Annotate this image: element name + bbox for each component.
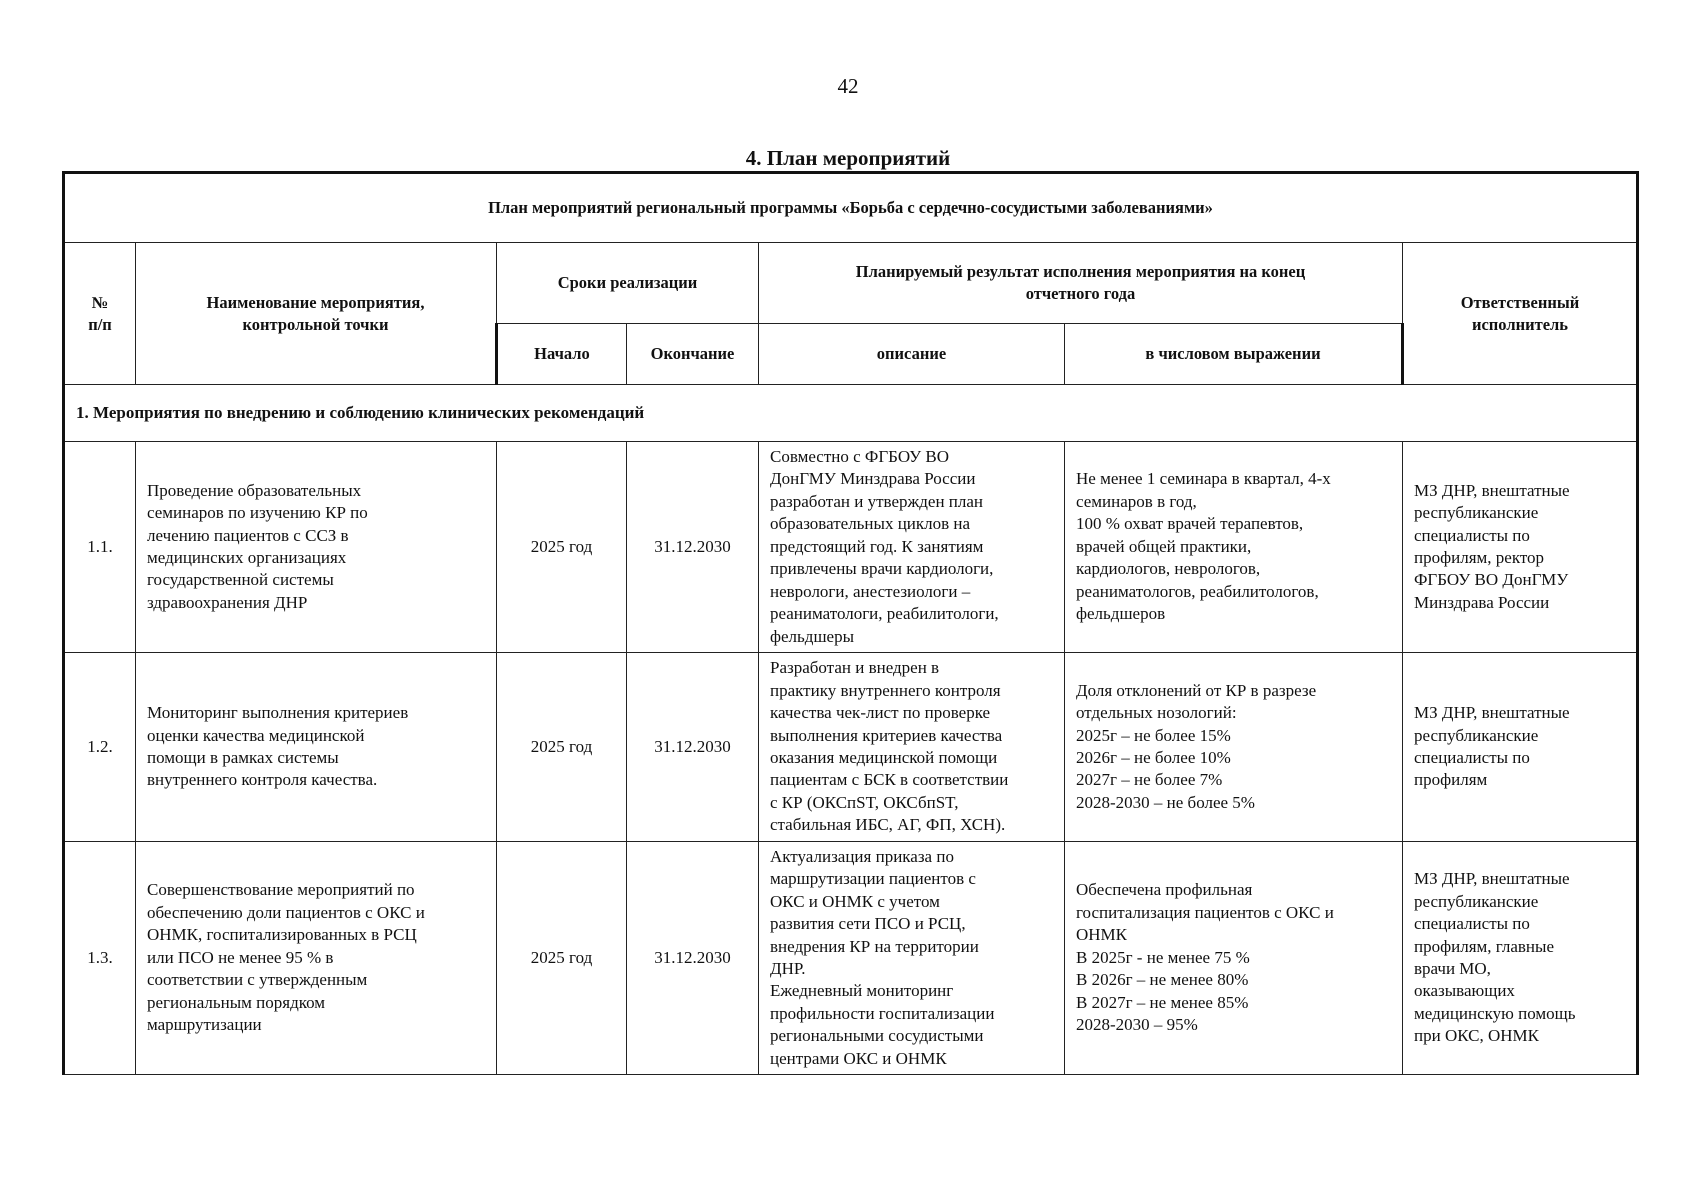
row-start: 2025 год — [497, 442, 627, 653]
row-start: 2025 год — [497, 842, 627, 1075]
table-row — [64, 842, 1638, 1075]
row-responsible: МЗ ДНР, внештатные республиканские специалисты по профилям, ректор ФГБОУ ВО ДонГМУ Минздрава России — [1403, 442, 1638, 653]
row-start: 2025 год — [497, 653, 627, 842]
header-terms: Сроки реализации — [497, 243, 759, 324]
row-responsible: МЗ ДНР, внештатные республиканские специалисты по профилям — [1403, 653, 1638, 842]
header-result: Планируемый результат исполнения мероприятия на конец отчетного года — [759, 243, 1403, 324]
section-row — [64, 385, 1638, 442]
row-name: Совершенствование мероприятий по обеспечению доли пациентов с ОКС и ОНМК, госпитализированных в РСЦ или ПСО не менее 95 % в соответствии с утвержденным региональным порядком маршрутизации — [136, 842, 497, 1075]
row-description: Актуализация приказа по маршрутизации пациентов с ОКС и ОНМК с учетом развития сети ПСО и РСЦ, внедрения КР на территории ДНР. Ежедневный мониторинг профильности госпитализации региональными сосудистыми центрами ОКС и ОНМК — [759, 842, 1065, 1075]
row-end: 31.12.2030 — [627, 653, 759, 842]
header-responsible: Ответственный исполнитель — [1403, 243, 1638, 385]
row-end: 31.12.2030 — [627, 442, 759, 653]
row-numeric: Обеспечена профильная госпитализация пациентов с ОКС и ОНМК В 2025г - не менее 75 % В 2026г – не менее 80% В 2027г – не менее 85% 2028-2030 – 95% — [1065, 842, 1403, 1075]
row-number: 1.2. — [64, 653, 136, 842]
row-numeric: Не менее 1 семинара в квартал, 4-х семинаров в год, 100 % охват врачей терапевтов, врачей общей практики, кардиологов, неврологов, реаниматологов, реабилитологов, фельдшеров — [1065, 442, 1403, 653]
row-name: Проведение образовательных семинаров по изучению КР по лечению пациентов с ССЗ в медицинских организациях государственной системы здравоохранения ДНР — [136, 442, 497, 653]
header-end: Окончание — [627, 324, 759, 385]
row-name: Мониторинг выполнения критериев оценки качества медицинской помощи в рамках системы внутреннего контроля качества. — [136, 653, 497, 842]
row-description: Разработан и внедрен в практику внутреннего контроля качества чек-лист по проверке выполнения критериев качества оказания медицинской помощи пациентам с БСК в соответствии с КР (ОКСпST, ОКСбпST, стабильная ИБС, АГ, ФП, ХСН). — [759, 653, 1065, 842]
section-heading: 1. Мероприятия по внедрению и соблюдению клинических рекомендаций — [64, 385, 1638, 442]
header-description: описание — [759, 324, 1065, 385]
row-responsible: МЗ ДНР, внештатные республиканские специалисты по профилям, главные врачи МО, оказывающих медицинскую помощь при ОКС, ОНМК — [1403, 842, 1638, 1075]
row-description: Совместно с ФГБОУ ВО ДонГМУ Минздрава России разработан и утвержден план образовательных циклов на предстоящий год. К занятиям привлечены врачи кардиологи, неврологи, анестезиологи – реаниматологи, реабилитологи, фельдшеры — [759, 442, 1065, 653]
row-end: 31.12.2030 — [627, 842, 759, 1075]
section-title: 4. План мероприятий — [745, 146, 951, 170]
table-row — [64, 653, 1638, 842]
row-number: 1.1. — [64, 442, 136, 653]
header-number: № п/п — [64, 243, 136, 385]
header-name: Наименование мероприятия, контрольной точки — [136, 243, 497, 385]
header-start: Начало — [497, 324, 627, 385]
table-row — [64, 442, 1638, 653]
program-title: План мероприятий региональный программы «Борьба с сердечно-сосудистыми заболеваниями» — [64, 173, 1638, 243]
action-plan-table — [62, 171, 1639, 1075]
row-numeric: Доля отклонений от КР в разрезе отдельных нозологий: 2025г – не более 15% 2026г – не более 10% 2027г – не более 7% 2028-2030 – не более 5% — [1065, 653, 1403, 842]
page-number: 42 — [837, 74, 859, 98]
header-numeric: в числовом выражении — [1065, 324, 1403, 385]
row-number: 1.3. — [64, 842, 136, 1075]
